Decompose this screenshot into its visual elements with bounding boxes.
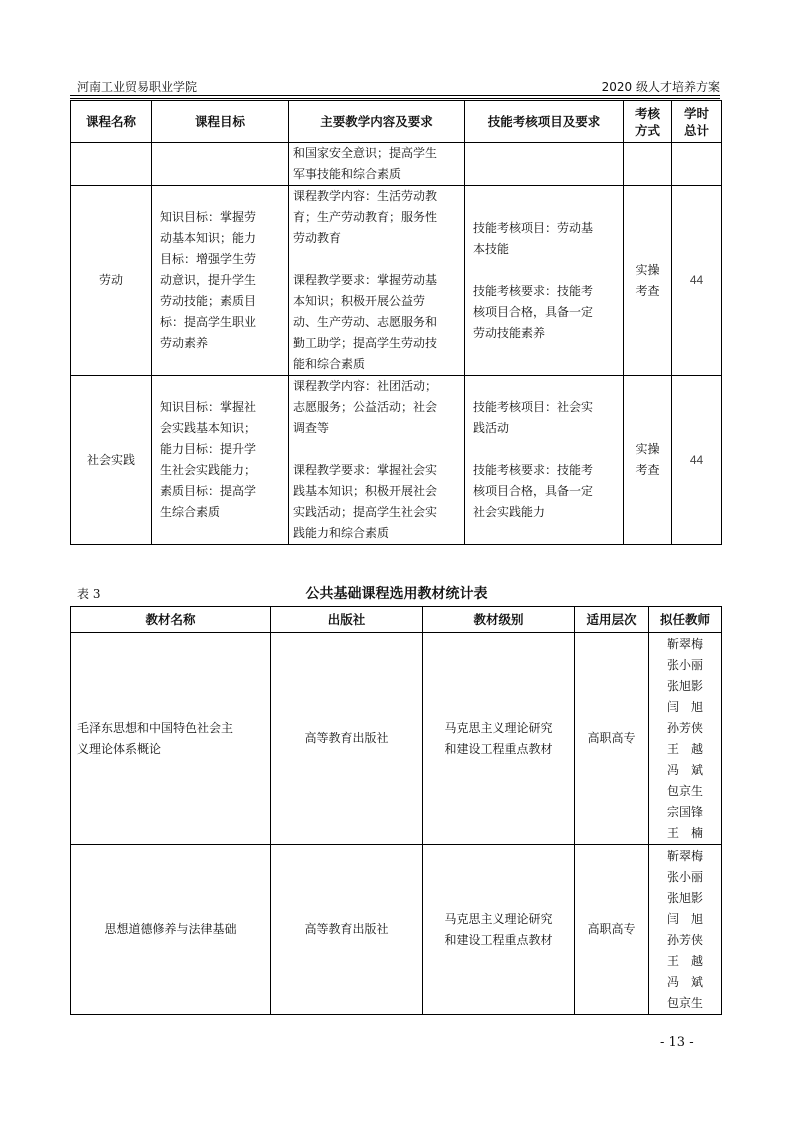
text-line: 劳动技能素养 xyxy=(473,325,546,340)
teacher-name: 包京生 xyxy=(666,995,703,1010)
text-line: 知识目标：掌握社 xyxy=(160,400,257,414)
course-table xyxy=(70,100,722,545)
teacher-name: 张旭影 xyxy=(666,678,703,693)
col-header-course-goal: 课程目标 xyxy=(152,101,289,143)
paragraph-gap xyxy=(473,439,619,460)
text-line: 实践活动；提高学生社会实 xyxy=(293,505,438,519)
text-line: 技能考核要求：技能考 xyxy=(473,463,594,477)
paragraph-gap xyxy=(293,439,460,460)
teacher-name: 闫 旭 xyxy=(666,699,703,714)
text-line: 勤工助学；提高学生劳动技 xyxy=(293,336,438,350)
cell-empty xyxy=(465,143,624,186)
text-line: 会实践基本知识； xyxy=(160,421,257,435)
col-header-skill: 技能考核项目及要求 xyxy=(465,101,624,143)
text-line: 思想道德修养与法律基础 xyxy=(104,922,237,936)
text-line: 劳动技能；素质目 xyxy=(160,294,257,308)
text-line: 动意识，提升学生 xyxy=(160,273,257,287)
textbook-table xyxy=(70,606,722,1015)
teachers-cell xyxy=(649,633,722,845)
assess-header-line: 方式 xyxy=(634,122,660,138)
col-header-tier: 适用层次 xyxy=(575,607,649,633)
paragraph-gap xyxy=(473,260,619,281)
teacher-name: 孙芳侠 xyxy=(666,932,703,947)
teacher-name: 王 越 xyxy=(666,741,703,756)
assess-cell xyxy=(624,186,672,376)
col-header-level: 教材级别 xyxy=(423,607,575,633)
assess-cell xyxy=(624,376,672,545)
cell-empty xyxy=(672,143,722,186)
text-line: 技能考核项目：劳动基 xyxy=(473,220,594,235)
paragraph-gap xyxy=(293,249,460,270)
text-line: 知识目标：掌握劳 xyxy=(160,210,257,224)
cell-empty xyxy=(624,143,672,186)
col-header-assess xyxy=(624,101,672,143)
teachers-cell xyxy=(649,845,722,1015)
skill-cell xyxy=(465,186,624,376)
text-line: 志愿服务；公益活动；社会 xyxy=(293,400,438,414)
table-row-social-practice xyxy=(71,376,722,545)
text-line: 毛泽东思想和中国特色社会主 xyxy=(77,720,234,735)
text-line: 标：提高学生职业 xyxy=(160,315,257,329)
hours-header-line: 学时 xyxy=(683,105,709,121)
publisher-cell: 高等教育出版社 xyxy=(271,845,423,1015)
text-line: 军事技能和综合素质 xyxy=(293,167,402,181)
text-line: 技能考核项目：社会实 xyxy=(473,400,594,414)
level-cell xyxy=(423,845,575,1015)
text-line: 社会实践能力 xyxy=(473,505,546,519)
hours-header-line: 总计 xyxy=(683,122,709,138)
text-line: 核项目合格，具备一定 xyxy=(473,304,594,319)
text-line: 考查 xyxy=(635,283,660,298)
skill-cell xyxy=(465,376,624,545)
text-line: 动、生产劳动、志愿服务和 xyxy=(293,315,438,329)
level-cell xyxy=(423,633,575,845)
text-line: 育；生产劳动教育；服务性 xyxy=(293,210,438,224)
col-header-textbook-name: 教材名称 xyxy=(71,607,271,633)
header-program-title: 2020 级人才培养方案 xyxy=(601,80,720,94)
teacher-name: 孙芳侠 xyxy=(666,720,703,735)
assess-header-line: 考核 xyxy=(634,105,660,121)
teacher-name: 闫 旭 xyxy=(666,911,703,926)
text-line: 技能考核要求：技能考 xyxy=(473,283,594,298)
text-line: 劳动教育 xyxy=(293,231,342,245)
teacher-name: 王 楠 xyxy=(666,825,703,840)
text-line: 动基本知识；能力 xyxy=(160,231,257,245)
text-line: 马克思主义理论研究 xyxy=(444,720,553,735)
table-title: 公共基础课程选用教材统计表 xyxy=(305,586,488,602)
teacher-name: 张小丽 xyxy=(666,657,703,672)
header-rule xyxy=(70,95,720,96)
text-line: 能力目标：提升学 xyxy=(160,442,257,456)
table-row xyxy=(71,633,722,845)
teacher-name: 冯 斌 xyxy=(666,762,703,777)
header-school-name: 河南工业贸易职业学院 xyxy=(77,80,198,94)
col-header-teachers: 拟任教师 xyxy=(649,607,722,633)
header-rule-thin xyxy=(70,98,720,99)
text-line: 践能力和综合素质 xyxy=(293,526,390,540)
table-label: 表 3 xyxy=(77,587,101,601)
tier-cell: 高职高专 xyxy=(575,845,649,1015)
col-header-course-name: 课程名称 xyxy=(71,101,152,143)
text-line: 课程教学内容：社团活动； xyxy=(293,379,438,393)
content-cell xyxy=(289,376,465,545)
text-line: 目标：增强学生劳 xyxy=(160,252,257,266)
content-cell xyxy=(289,186,465,376)
table-row-continuation xyxy=(71,143,722,186)
teacher-name: 冯 斌 xyxy=(666,974,703,989)
text-line: 马克思主义理论研究 xyxy=(444,911,553,926)
text-line: 素质目标：提高学 xyxy=(160,484,257,498)
col-header-publisher: 出版社 xyxy=(271,607,423,633)
text-line: 实操 xyxy=(635,442,660,456)
text-line: 本知识；积极开展公益劳 xyxy=(293,294,426,308)
teacher-name: 包京生 xyxy=(666,783,703,798)
course-goal-cell xyxy=(152,186,289,376)
text-line: 课程教学内容：生活劳动教 xyxy=(293,189,438,203)
teacher-name: 张小丽 xyxy=(666,869,703,884)
text-line: 和建设工程重点教材 xyxy=(444,932,553,947)
table-row xyxy=(71,845,722,1015)
continuation-content-cell xyxy=(289,143,465,186)
publisher-cell: 高等教育出版社 xyxy=(271,633,423,845)
teacher-name: 宗国锋 xyxy=(666,804,703,819)
teacher-name: 靳翠梅 xyxy=(666,636,703,651)
text-line: 课程教学要求：掌握劳动基 xyxy=(293,273,438,287)
cell-empty xyxy=(71,143,152,186)
course-name-cell: 劳动 xyxy=(71,186,152,376)
text-line: 劳动素养 xyxy=(160,336,209,350)
course-name-cell: 社会实践 xyxy=(71,376,152,545)
teacher-name: 王 越 xyxy=(666,953,703,968)
col-header-hours xyxy=(672,101,722,143)
text-line: 课程教学要求：掌握社会实 xyxy=(293,463,438,477)
table-row-labor xyxy=(71,186,722,376)
text-line: 调查等 xyxy=(293,421,330,435)
hours-cell: 44 xyxy=(672,186,722,376)
page-number: - 13 - xyxy=(660,1035,694,1050)
text-line: 和国家安全意识；提高学生 xyxy=(293,146,438,160)
text-line: 义理论体系概论 xyxy=(77,741,162,756)
col-header-content: 主要教学内容及要求 xyxy=(289,101,465,143)
hours-cell: 44 xyxy=(672,376,722,545)
teacher-name: 张旭影 xyxy=(666,890,703,905)
text-line: 实操 xyxy=(635,262,660,277)
textbook-table-header xyxy=(71,607,722,633)
tier-cell: 高职高专 xyxy=(575,633,649,845)
text-line: 本技能 xyxy=(473,241,510,256)
text-line: 和建设工程重点教材 xyxy=(444,741,553,756)
course-table-header xyxy=(71,101,722,143)
text-line: 生社会实践能力； xyxy=(160,463,257,477)
cell-empty xyxy=(152,143,289,186)
text-line: 践活动 xyxy=(473,421,510,435)
text-line: 践基本知识；积极开展社会 xyxy=(293,484,438,498)
course-goal-cell xyxy=(152,376,289,545)
text-line: 考查 xyxy=(635,463,660,477)
text-line: 核项目合格，具备一定 xyxy=(473,484,594,498)
textbook-name-cell xyxy=(71,633,271,845)
text-line: 能和综合素质 xyxy=(293,357,366,371)
text-line: 生综合素质 xyxy=(160,505,221,519)
teacher-name: 靳翠梅 xyxy=(666,848,703,863)
textbook-name-cell xyxy=(71,845,271,1015)
